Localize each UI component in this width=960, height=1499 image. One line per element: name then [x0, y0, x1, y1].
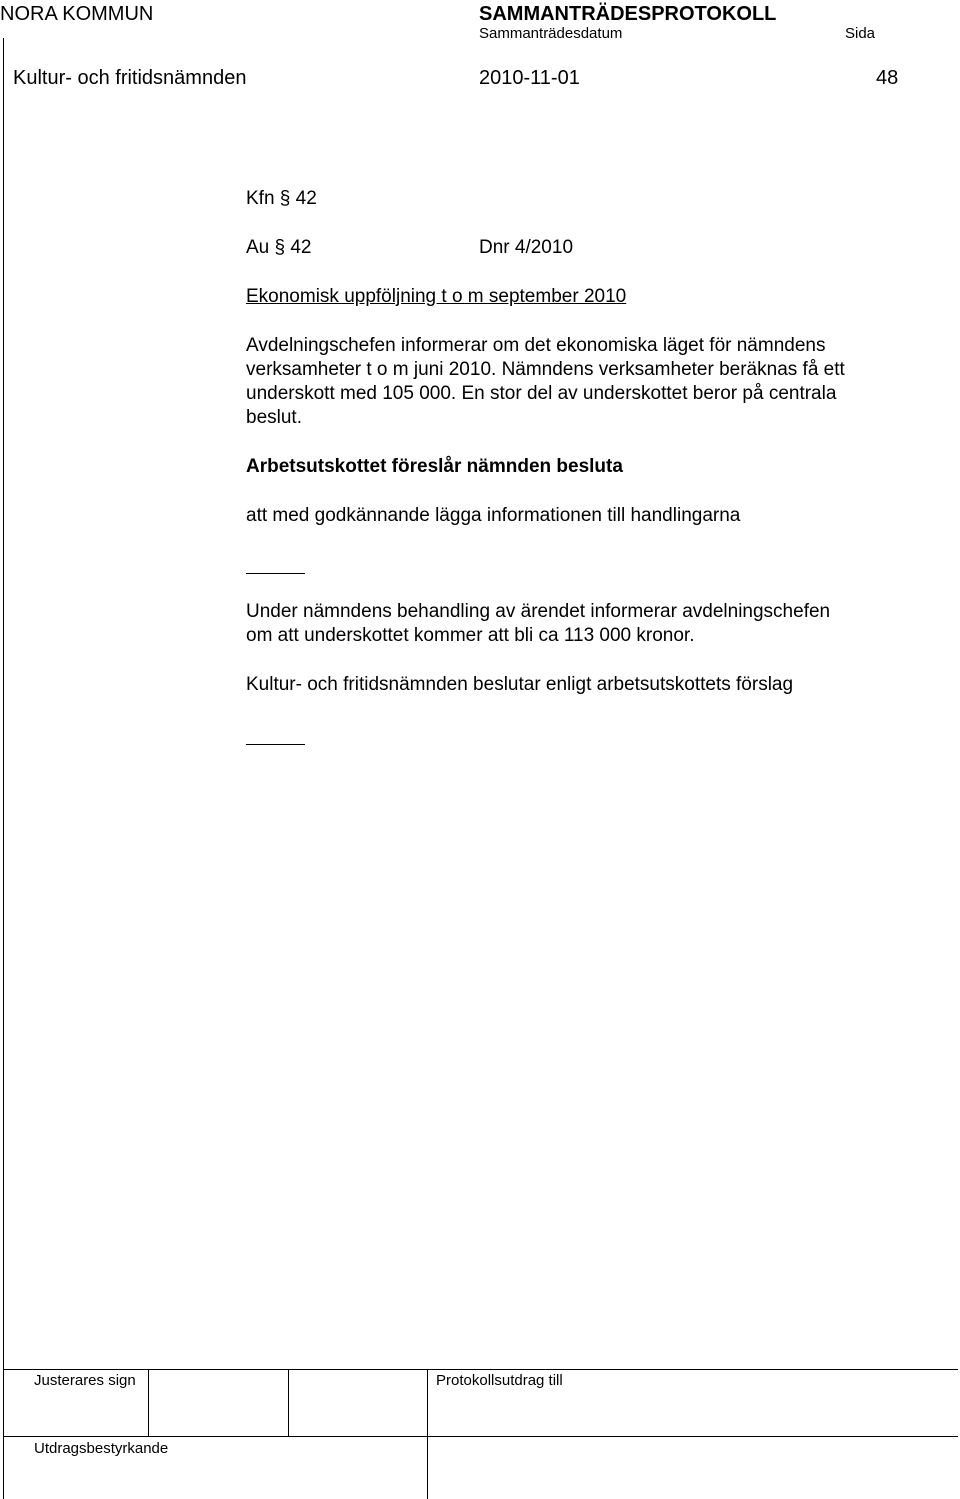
para1-line4: beslut.	[246, 407, 302, 428]
separator-rule	[246, 573, 305, 574]
proposal-text: att med godkännande lägga informationen till handlingarna	[246, 505, 741, 526]
end-rule	[246, 744, 305, 745]
footer-divider-1	[148, 1369, 149, 1436]
dnr-reference: Dnr 4/2010	[479, 237, 574, 258]
para2-line2: om att underskottet kommer att bli ca 113 000 kronor.	[246, 625, 695, 646]
justerares-sign-label: Justerares sign	[34, 1372, 136, 1389]
protokollsutdrag-label: Protokollsutdrag till	[436, 1372, 563, 1389]
au-reference: Au § 42	[246, 237, 312, 258]
para2-line1: Under nämndens behandling av ärendet informerar avdelningschefen	[246, 601, 831, 622]
footer-divider-2	[288, 1369, 289, 1436]
para1-line1: Avdelningschefen informerar om det ekonomiska läget för nämndens	[246, 335, 826, 356]
decision-text: Kultur- och fritidsnämnden beslutar enligt arbetsutskottets förslag	[246, 674, 794, 695]
item-heading: Ekonomisk uppföljning t o m september 2010	[246, 286, 627, 307]
footer-divider-3	[427, 1369, 428, 1499]
para1-line2: verksamheter t o m juni 2010. Nämndens verksamheter beräknas få ett	[246, 359, 845, 380]
meeting-date: 2010-11-01	[479, 67, 580, 89]
meeting-date-label: Sammanträdesdatum	[479, 25, 623, 42]
document-type: SAMMANTRÄDESPROTOKOLL	[479, 3, 777, 25]
utdragsbestyrkande-label: Utdragsbestyrkande	[34, 1440, 169, 1457]
page-number: 48	[876, 67, 899, 89]
proposal-heading: Arbetsutskottet föreslår nämnden besluta	[246, 456, 623, 477]
municipality-name: NORA KOMMUN	[0, 3, 154, 25]
footer-middle-border	[3, 1436, 958, 1437]
footer-top-border	[3, 1369, 958, 1370]
para1-line3: underskott med 105 000. En stor del av underskottet beror på centrala	[246, 383, 837, 404]
kfn-reference: Kfn § 42	[246, 188, 317, 209]
left-border	[3, 38, 4, 1499]
committee-name: Kultur- och fritidsnämnden	[13, 67, 247, 89]
page-label: Sida	[845, 25, 876, 42]
